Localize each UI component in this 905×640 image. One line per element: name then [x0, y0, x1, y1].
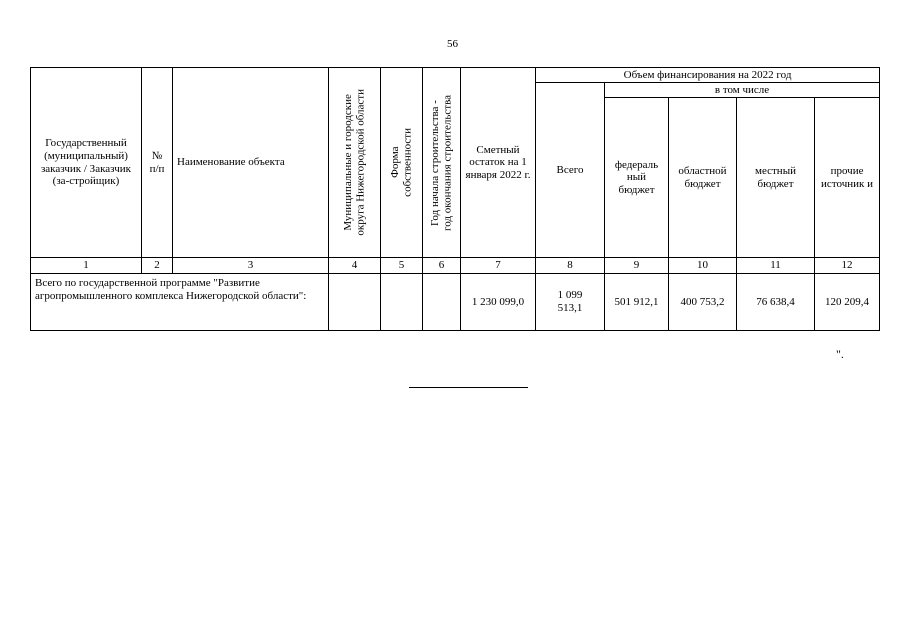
column-number: 10: [669, 258, 737, 274]
header-years-line1: Год начала строительства -: [428, 99, 441, 226]
total-row-municipality: [329, 274, 381, 331]
column-number: 12: [815, 258, 880, 274]
header-construction-years: [423, 68, 461, 258]
header-ownership-line2: собственности: [401, 128, 414, 197]
column-number: 11: [737, 258, 815, 274]
page-number: 56: [447, 38, 458, 50]
header-municipality-line1: Муниципальные и городские: [341, 94, 354, 231]
header-financing-group: Объем финансирования на 2022 год: [536, 68, 880, 83]
column-number: 1: [31, 258, 142, 274]
column-number: 6: [423, 258, 461, 274]
header-local: местный бюджет: [737, 98, 815, 258]
total-row-other: 120 209,4: [815, 274, 880, 331]
column-number: 3: [173, 258, 329, 274]
total-row-federal: 501 912,1: [605, 274, 669, 331]
header-total: Всего: [536, 83, 605, 258]
header-including: в том числе: [605, 83, 880, 98]
total-row-years: [423, 274, 461, 331]
header-years-line2: год окончания строительства: [441, 94, 454, 231]
header-number: № п/п: [142, 68, 173, 258]
column-number: 4: [329, 258, 381, 274]
header-object-name: Наименование объекта: [173, 68, 329, 258]
total-row-total: 1 099 513,1: [536, 274, 605, 331]
header-other: прочие источник и: [815, 98, 880, 258]
header-estimate: Сметный остаток на 1 января 2022 г.: [461, 68, 536, 258]
total-row-ownership: [381, 274, 423, 331]
header-municipality: [329, 68, 381, 258]
closing-quote-mark: ".: [836, 347, 844, 361]
table-row-total: [31, 274, 880, 331]
header-ownership-line1: Форма: [388, 146, 401, 179]
column-number: 9: [605, 258, 669, 274]
financing-table: [30, 67, 880, 331]
total-row-label: Всего по государственной программе "Развитие агропромышленного комплекса Нижегородской области":: [31, 274, 329, 331]
total-row-local: 76 638,4: [737, 274, 815, 331]
separator-line: [409, 387, 528, 388]
total-row-estimate: 1 230 099,0: [461, 274, 536, 331]
header-customer: Государственный (муниципальный) заказчик / Заказчик (за-стройщик): [31, 68, 142, 258]
column-number: 5: [381, 258, 423, 274]
column-number: 8: [536, 258, 605, 274]
header-federal: федераль ный бюджет: [605, 98, 669, 258]
header-ownership: [381, 68, 423, 258]
column-number: 2: [142, 258, 173, 274]
total-row-regional: 400 753,2: [669, 274, 737, 331]
header-regional: областной бюджет: [669, 98, 737, 258]
header-municipality-line2: округа Нижегородской области: [354, 89, 367, 236]
column-number: 7: [461, 258, 536, 274]
